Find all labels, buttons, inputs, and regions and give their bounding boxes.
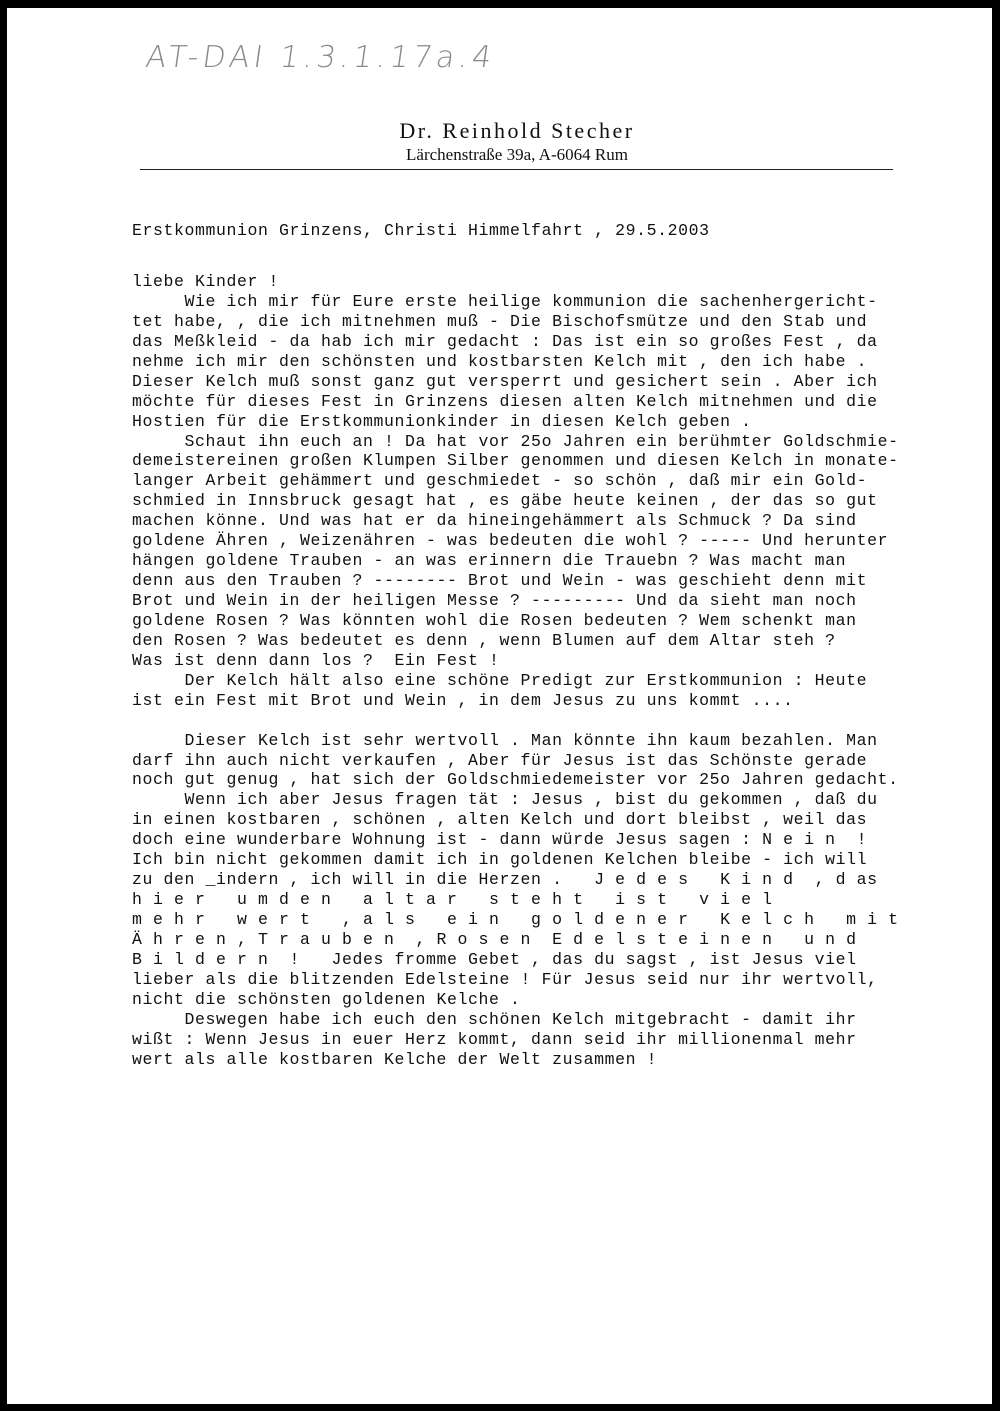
letterhead-divider [140,169,893,170]
body-line: Schaut ihn euch an ! Da hat vor 25o Jahren ein berühmter Goldschmie- [132,431,899,451]
body-line: B i l d e r n ! Jedes fromme Gebet , das du sagst , ist Jesus viel [132,949,857,969]
body-line: wert als alle kostbaren Kelche der Welt zusammen ! [132,1049,658,1069]
body-line: goldene Ähren , Weizenähren - was bedeuten die wohl ? ----- Und herunter [132,531,889,551]
archive-reference-mark: AT-DAI 1.3.1.17a.4 [143,40,498,75]
body-line [132,711,992,731]
body-line: Wie ich mir für Eure erste heilige kommunion die sachenhergericht- [132,291,878,311]
body-line: m e h r w e r t , a l s e i n g o l d e n e r K e l c h m i t [132,910,899,929]
body-line: das Meßkleid - da hab ich mir gedacht : Das ist ein so großes Fest , da [132,331,878,351]
body-line: Dieser Kelch ist sehr wertvoll . Man könnte ihn kaum bezahlen. Man [132,730,878,750]
body-line: in einen kostbaren , schönen , alten Kelch und dort bleibst , weil das [132,810,868,830]
body-line: lieber als die blitzenden Edelsteine ! Für Jesus seid nur ihr wertvoll, [132,969,878,989]
body-line: möchte für dieses Fest in Grinzens diesen alten Kelch mitnehmen und die [132,391,878,411]
body-line: noch gut genug , hat sich der Goldschmiedemeister vor 25o Jahren gedacht. [132,770,899,790]
body-line: machen könne. Und was hat er da hineingehämmert als Schmuck ? Da sind [132,511,857,531]
body-line: ist ein Fest mit Brot und Wein , in dem Jesus zu uns kommt .... [132,690,794,710]
body-line: darf ihn auch nicht verkaufen , Aber für Jesus ist das Schönste gerade [132,750,868,770]
body-line: Was ist denn dann los ? Ein Fest ! [132,650,500,670]
body-line: Der Kelch hält also eine schöne Predigt zur Erstkommunion : Heute [132,670,868,690]
body-line: tet habe, , die ich mitnehmen muß - Die Bischofsmütze und den Stab und [132,311,868,331]
body-line: wißt : Wenn Jesus in euer Herz kommt, dann seid ihr millionenmal mehr [132,1029,857,1049]
date-line: Erstkommunion Grinzens, Christi Himmelfahrt , 29.5.2003 [132,221,710,240]
letterhead-name: Dr. Reinhold Stecher [399,118,635,143]
body-line: liebe Kinder ! [132,272,280,291]
letterhead-address: Lärchenstraße 39a, A-6064 Rum [406,145,628,164]
body-line: doch eine wunderbare Wohnung ist - dann würde Jesus sagen : N e i n ! [132,830,868,850]
body-line: den Rosen ? Was bedeutet es denn , wenn Blumen auf dem Altar steh ? [132,630,836,650]
body-line: Ich bin nicht gekommen damit ich in goldenen Kelchen bleibe - ich will [132,850,868,870]
body-line: Deswegen habe ich euch den schönen Kelch mitgebracht - damit ihr [132,1009,857,1029]
body-line: denn aus den Trauben ? -------- Brot und Wein - was geschieht denn mit [132,571,868,591]
body-line: hängen goldene Trauben - an was erinnern die Trauebn ? Was macht man [132,551,847,571]
body-line: goldene Rosen ? Was könnten wohl die Rosen bedeuten ? Wem schenkt man [132,610,857,630]
body-line: nehme ich mir den schönsten und kostbarsten Kelch mit , den ich habe . [132,351,868,371]
body-line: Wenn ich aber Jesus fragen tät : Jesus , bist du gekommen , daß du [132,790,878,810]
body-line: h i e r u m d e n a l t a r s t e h t i s t v i e l [132,890,773,910]
body-line: langer Arbeit gehämmert und geschmiedet - so schön , daß mir ein Gold- [132,471,868,491]
body-line: Brot und Wein in der heiligen Messe ? --------- Und da sieht man noch [132,591,857,610]
body-line: Dieser Kelch muß sonst ganz gut versperrt und gesichert sein . Aber ich [132,371,878,391]
body-line: nicht die schönsten goldenen Kelche . [132,989,521,1009]
letter-body [132,272,992,1070]
body-line: zu den _indern , ich will in die Herzen . J e d e s K i n d , d as [132,870,878,890]
body-line: demeistereinen großen Klumpen Silber genommen und diesen Kelch in monate- [132,451,899,471]
body-line: schmied in Innsbruck gesagt hat , es gäbe heute keinen , der das so gut [132,491,878,511]
body-line: Hostien für die Erstkommunionkinder in diesen Kelch geben . [132,411,752,431]
body-line: Ä h r e n , T r a u b e n , R o s e n E d e l s t e i n e n u n d [132,929,857,949]
